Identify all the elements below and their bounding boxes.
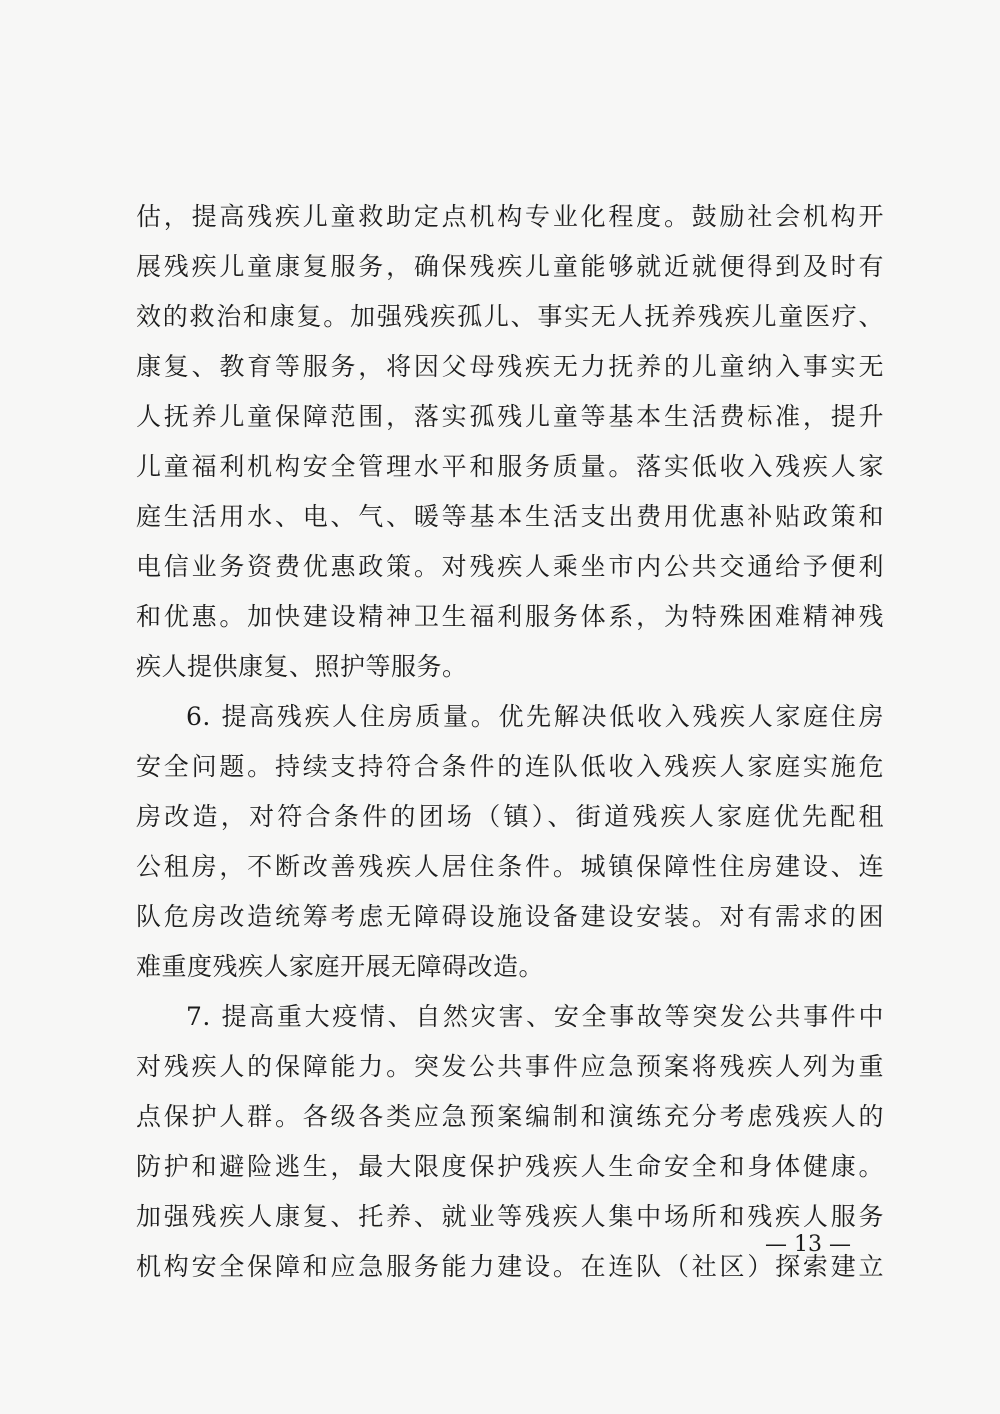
text-line: 安全问题。持续支持符合条件的连队低收入残疾人家庭实施危 [136,752,884,781]
text-line: 难重度残疾人家庭开展无障碍改造。 [136,952,545,981]
text-line: 机构安全保障和应急服务能力建设。在连队（社区）探索建立 [136,1252,884,1281]
text-line: 房改造，对符合条件的团场（镇）、街道残疾人家庭优先配租 [136,802,884,831]
text-line: 庭生活用水、电、气、暖等基本生活支出费用优惠补贴政策和 [136,502,884,531]
text-line: 加强残疾人康复、托养、就业等残疾人集中场所和残疾人服务 [136,1202,884,1231]
text-line: 展残疾儿童康复服务，确保残疾儿童能够就近就便得到及时有 [136,252,884,281]
text-line: 效的救治和康复。加强残疾孤儿、事实无人抚养残疾儿童医疗、 [136,302,884,331]
text-line: 疾人提供康复、照护等服务。 [136,652,468,681]
text-line: 点保护人群。各级各类应急预案编制和演练充分考虑残疾人的 [136,1102,884,1131]
page-number: — 13 — [765,1232,851,1257]
text-line: 防护和避险逃生，最大限度保护残疾人生命安全和身体健康。 [136,1152,884,1181]
text-line: 对残疾人的保障能力。突发公共事件应急预案将残疾人列为重 [136,1052,884,1081]
section-heading-line: 6. 提高残疾人住房质量。优先解决低收入残疾人家庭住房 [186,702,884,731]
text-line: 儿童福利机构安全管理水平和服务质量。落实低收入残疾人家 [136,452,884,481]
text-line: 估，提高残疾儿童救助定点机构专业化程度。鼓励社会机构开 [136,202,884,231]
text-line: 电信业务资费优惠政策。对残疾人乘坐市内公共交通给予便利 [136,552,884,581]
text-line: 人抚养儿童保障范围，落实孤残儿童等基本生活费标准，提升 [136,402,884,431]
text-line: 队危房改造统筹考虑无障碍设施设备建设安装。对有需求的困 [136,902,884,931]
body-text [136,192,884,1292]
text-line: 康复、教育等服务，将因父母残疾无力抚养的儿童纳入事实无 [136,352,884,381]
text-line: 和优惠。加快建设精神卫生福利服务体系，为特殊困难精神残 [136,602,884,631]
text-line: 公租房，不断改善残疾人居住条件。城镇保障性住房建设、连 [136,852,884,881]
section-heading-line: 7. 提高重大疫情、自然灾害、安全事故等突发公共事件中 [186,1002,884,1031]
